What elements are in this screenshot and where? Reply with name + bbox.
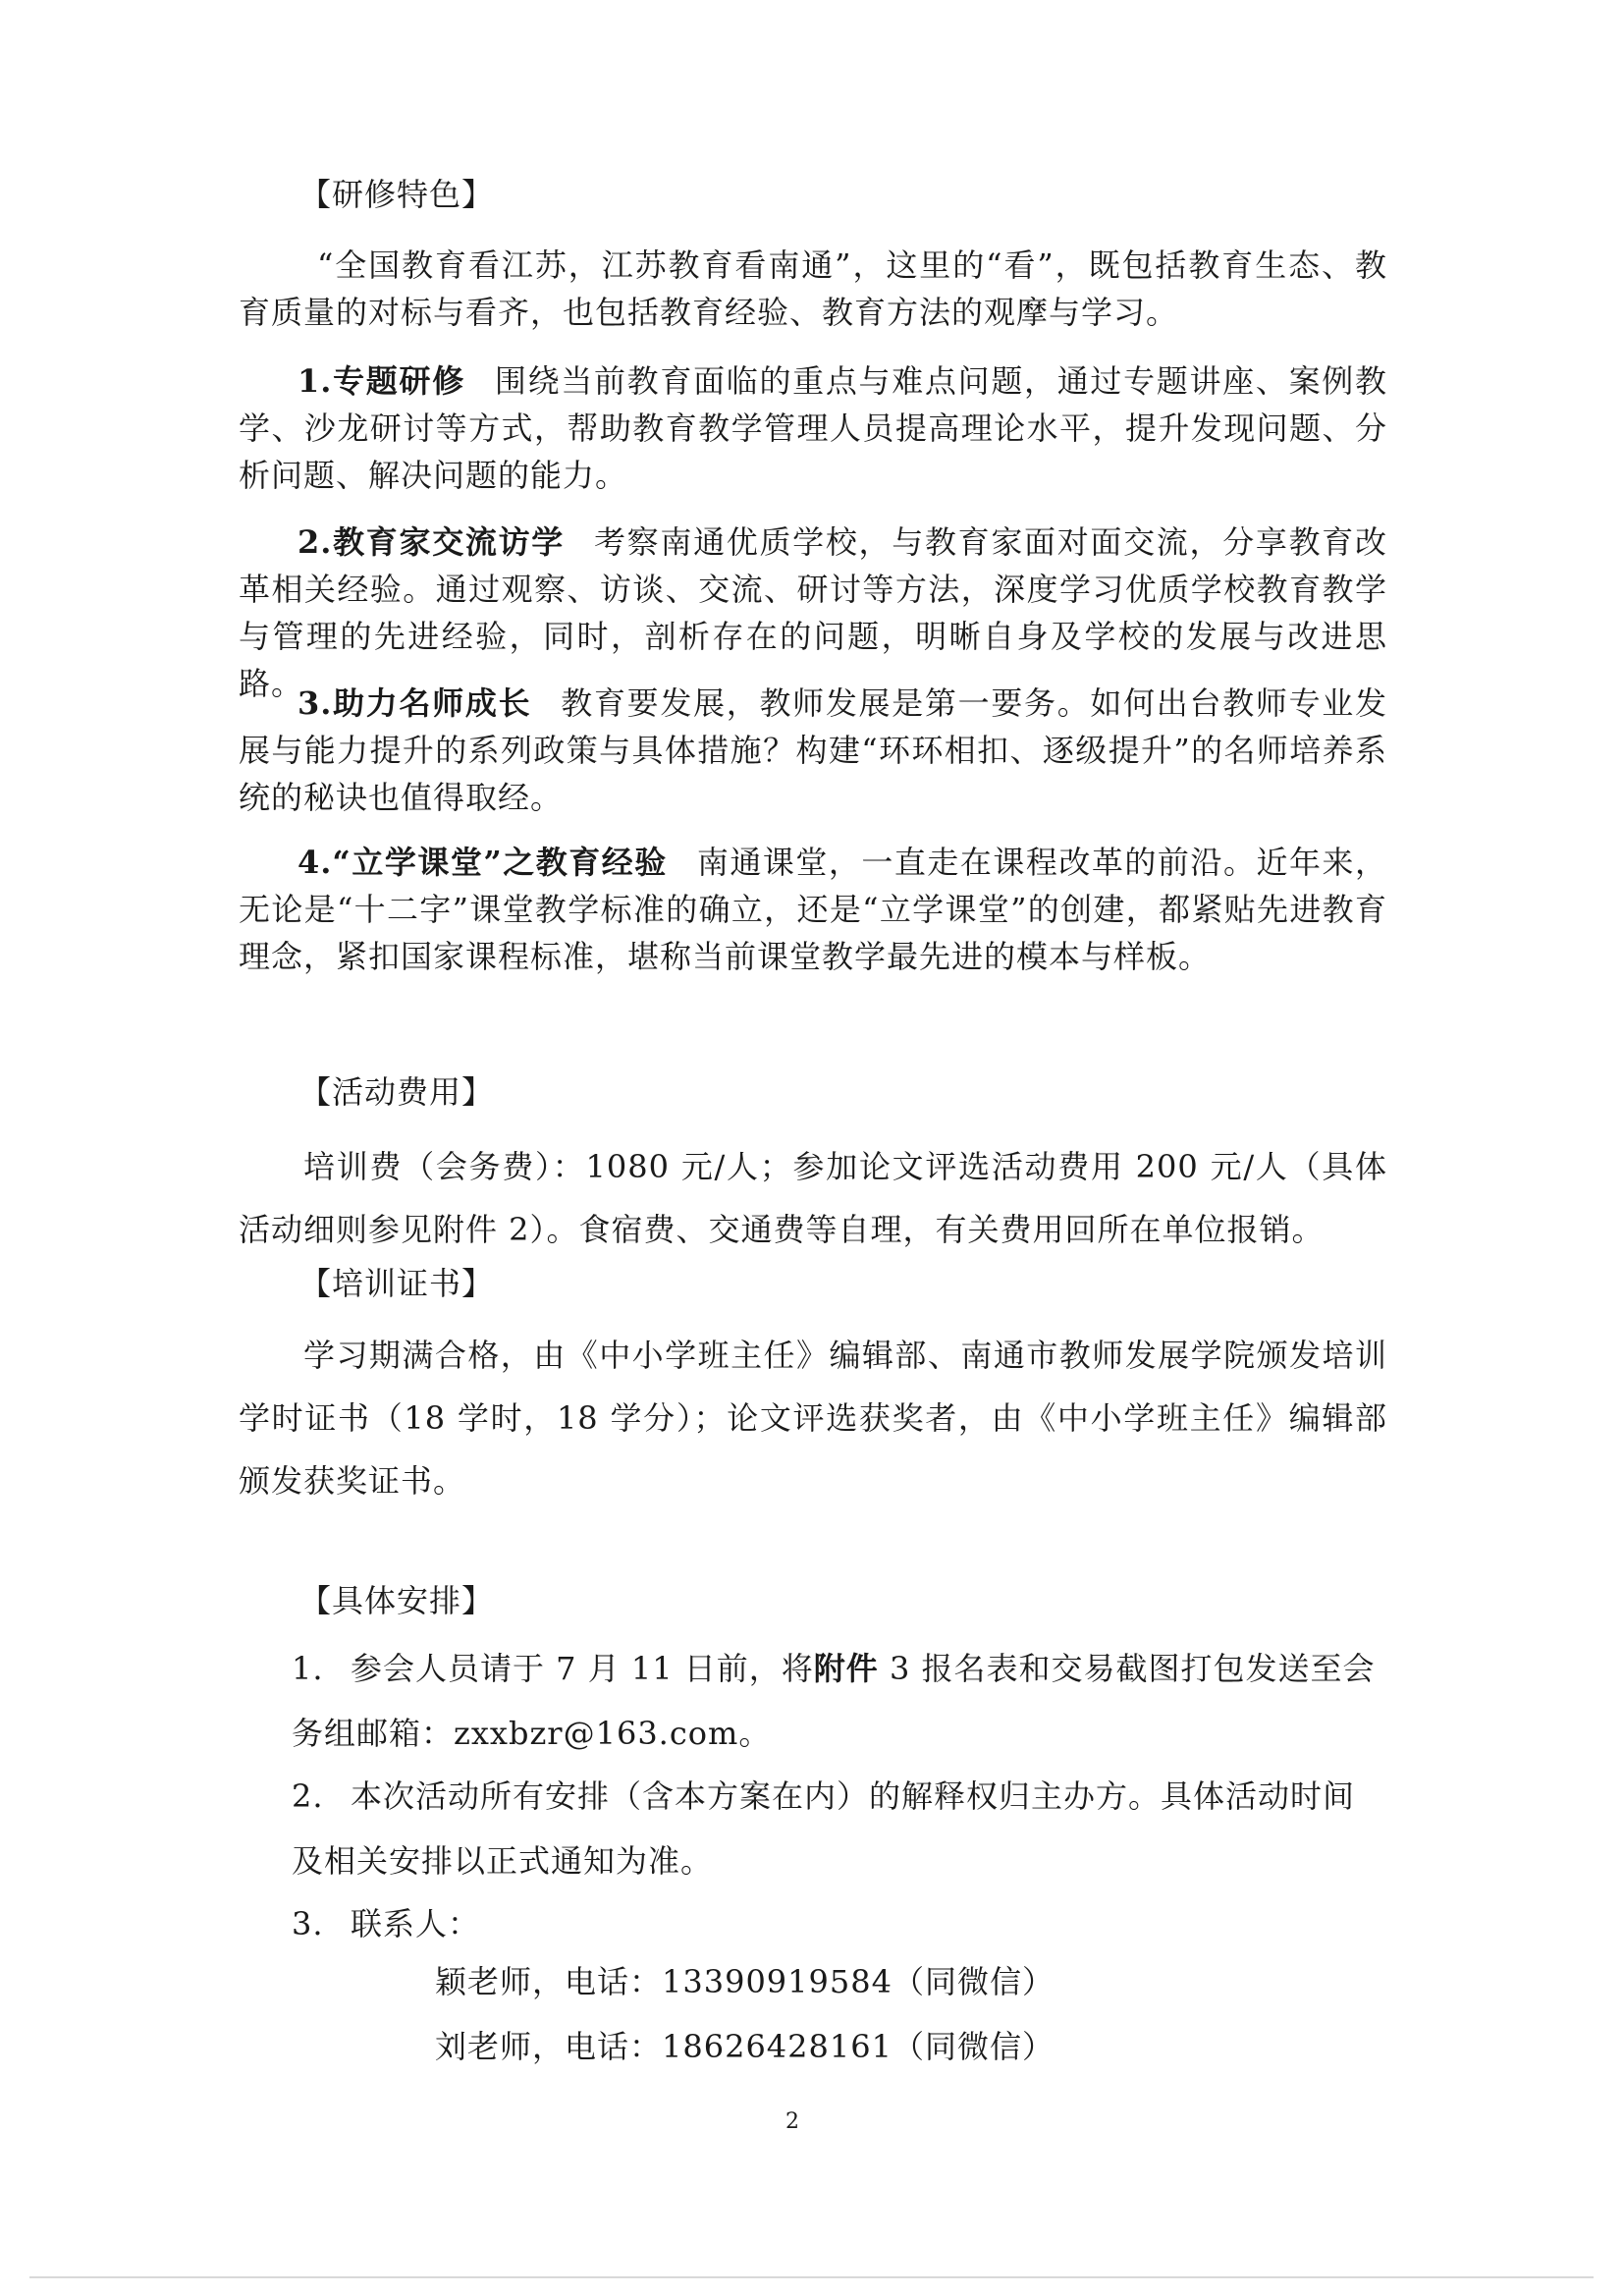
feature-item-4-title: 4.“立学课堂”之教育经验 (298, 844, 668, 881)
feature-item-1 (239, 357, 1387, 499)
arrangement-item-1-number: 1. (292, 1650, 324, 1687)
arrangement-item-3-number: 3. (292, 1905, 324, 1942)
feature-item-4-body: 南通课堂，一直走在课程改革的前沿。近年来，无论是“十二字”课堂教学标准的确立，还是“立学课堂”的创建，都紧贴先进教育理念，紧扣国家课程标准，堪称当前课堂教学最先进的模本与样板。 (239, 844, 1387, 975)
arrangement-item-1 (292, 1636, 1381, 1766)
page-number: 2 (785, 2109, 799, 2134)
feature-item-1-body: 围绕当前教育面临的重点与难点问题，通过专题讲座、案例教学、沙龙研讨等方式，帮助教育教学管理人员提高理论水平，提升发现问题、分析问题、解决问题的能力。 (239, 362, 1387, 494)
feature-item-4 (239, 839, 1387, 980)
arrangement-item-2 (292, 1764, 1381, 1893)
contact-ying: 颖老师，电话：13390919584（同微信） (435, 1963, 1055, 2000)
feature-item-2-body: 考察南通优质学校，与教育家面对面交流，分享教育改革相关经验。通过观察、访谈、交流、研讨等方法，深度学习优质学校教育教学与管理的先进经验，同时，剖析存在的问题，明晰自身及学校的发展与改进思路。 (239, 523, 1387, 702)
feature-item-3-body: 教育要发展，教师发展是第一要务。如何出台教师专业发展与能力提升的系列政策与具体措施？构建“环环相扣、逐级提升”的名师培养系统的秘诀也值得取经。 (239, 684, 1387, 816)
fees-heading: 【活动费用】 (299, 1073, 495, 1111)
arrangement-item-1-text-after: 3 报名表和交易截图打包发送至会务组邮箱：zxxbzr@163.com。 (292, 1650, 1376, 1752)
certificate-body: 学习期满合格，由《中小学班主任》编辑部、南通市教师发展学院颁发培训学时证书（18 学时，18 学分）；论文评选获奖者，由《中小学班主任》编辑部颁发获奖证书。 (239, 1337, 1387, 1500)
arrangement-item-3 (292, 1891, 1381, 1956)
arrangement-item-1-bold: 附件 (813, 1650, 879, 1687)
arrangement-item-3-text: 联系人： (351, 1905, 481, 1942)
arrangement-item-1-text-before: 参会人员请于 7 月 11 日前，将 (351, 1650, 814, 1687)
feature-item-1-title: 1.专题研修 (298, 362, 465, 400)
arrangements-heading: 【具体安排】 (299, 1582, 495, 1619)
feature-item-3 (239, 680, 1387, 821)
features-heading: 【研修特色】 (299, 176, 495, 213)
arrangement-item-2-text: 本次活动所有安排（含本方案在内）的解释权归主办方。具体活动时间及相关安排以正式通知为准。 (292, 1777, 1356, 1880)
certificate-heading: 【培训证书】 (299, 1265, 495, 1302)
arrangement-item-2-number: 2. (292, 1777, 324, 1815)
fees-body: 培训费（会务费）：1080 元/人；参加论文评选活动费用 200 元/人（具体活动细则参见附件 2）。食宿费、交通费等自理，有关费用回所在单位报销。 (239, 1148, 1387, 1248)
scan-edge-line (29, 2276, 1594, 2278)
features-intro: “全国教育看江苏，江苏教育看南通”，这里的“看”，既包括教育生态、教育质量的对标与看齐，也包括教育经验、教育方法的观摩与学习。 (239, 246, 1387, 331)
contact-liu: 刘老师，电话：18626428161（同微信） (435, 2028, 1055, 2065)
feature-item-3-title: 3.助力名师成长 (298, 684, 532, 722)
feature-item-2-title: 2.教育家交流访学 (298, 523, 565, 561)
